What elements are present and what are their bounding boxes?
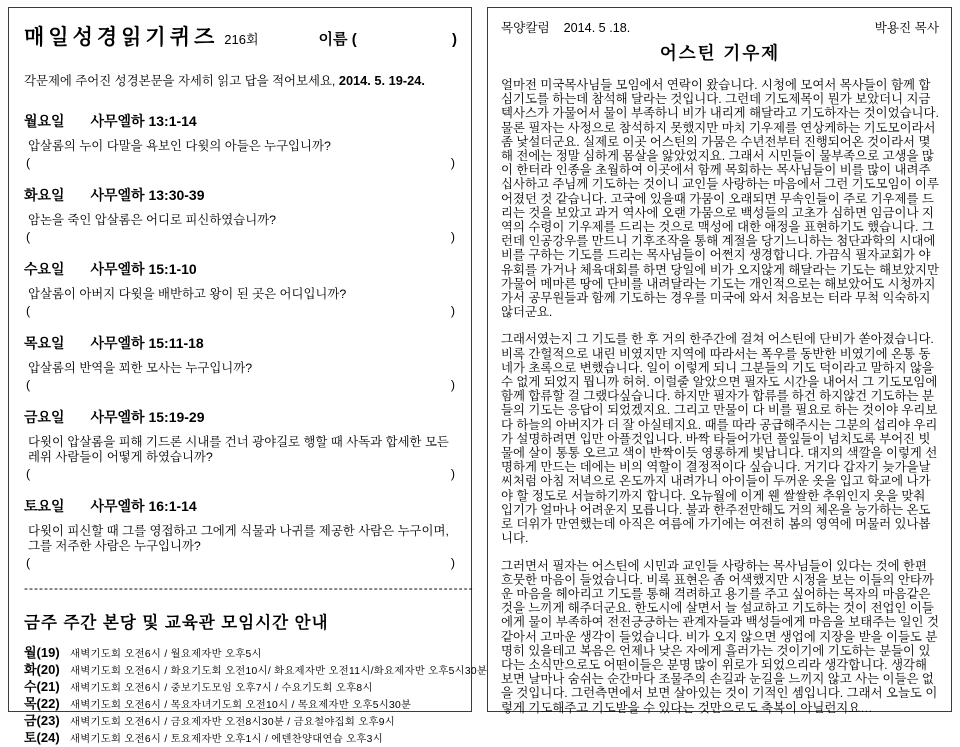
answer-blank	[24, 467, 457, 482]
schedule-day: 금(23)	[24, 713, 60, 728]
quiz-question: 압살롬의 누이 다말을 욕보인 다윗의 아들은 누구입니까?	[28, 139, 331, 153]
column-body	[501, 78, 939, 715]
quiz-issue-number: 216회	[224, 32, 259, 47]
quiz-item-wednesday	[24, 261, 457, 319]
answer-blank	[24, 156, 457, 171]
name-field-close-paren: )	[452, 31, 457, 48]
quiz-day: 월요일	[24, 113, 65, 129]
column-title: 어스틴 기우제	[659, 43, 781, 63]
column-paragraph-2: 그래서였는지 그 기도를 한 후 거의 한주간에 걸쳐 어스틴에 단비가 쏟아졌습니다. 비록 간헐적으로 내린 비였지만 지역에 따라서는 폭우를 동반한 비였기에 온통 동네가 초록으로 변했습니다. 일이 이렇게 되니 그분들의 기도 덕이라고 말하지 않을 수 없게 되었지 뭡니까 허허. 이럴줄 알았으면 필자도 시간을 내어서 그 기도모임에 함께 합류할 걸 그랬다싶습니다. 하지만 필자가 합류를 하건 하지않건 기도하는 분들의 기도는 응답이 되었겠지요. 그리고 만물이 다 비를 필요로 하는 것이야 우리보다 하늘의 아버지가 더 잘 아실테지요. 때를 따라 공급해주시는 그분의 섭리야 우리가 설명하려면 입만 아플것입니다. 바짝 타들어가던 풀잎들이 넘치도록 부어진 빗물에 살이 통통 오르고 색이 반짝이듯 영롱하게 빛납니다. 대지의 색깔을 이렇게 선명하게 만드는 데에는 비의 역할이 결정적이다 싶습니다. 거기다 갑자기 늦가을날씨처럼 아침 저녁으로 온도까지 내려가니 아이들이 두꺼운 옷을 입고 학교에 나가야 할 정도로 서늘하기까지 합니다. 오뉴월에 이게 웬 쌀쌀한 추위인지 옷을 맞춰 입기가 얼마나 어려운지 모릅니다. 불과 한주전만해도 거의 체온을 능가하는 온도로 더위가 만연했는데 아직은 여름에 가기에는 여전히 봄의 영역에 머물러 있나봅니다.	[501, 332, 938, 546]
schedule-title: 금주 주간 본당 및 교육관 모임시간 안내	[24, 614, 329, 632]
schedule-detail: 새벽기도회 오전6시 / 화요기도회 오전10시/ 화요제자반 오전11시/화요제자반 오후5시30분	[70, 666, 488, 677]
schedule-detail: 새벽기도회 오전6시 / 토요제자반 오후1시 / 에덴찬양대연습 오후3시	[70, 734, 383, 745]
quiz-day: 목요일	[24, 335, 65, 351]
quiz-passage: 사무엘하 15:19-29	[90, 409, 205, 425]
quiz-question: 다윗이 피신할 때 그를 영접하고 그에게 식물과 나귀를 제공한 사람은 누구이며, 그를 저주한 사람은 누구입니까?	[28, 524, 449, 553]
answer-close-paren: )	[450, 230, 455, 244]
column-paragraph-3: 그러면서 필자는 어스틴에 시민과 교인들 사랑하는 목사님들이 있다는 것에 한편 흐뭇한 마음이 들었습니다. 비록 표현은 좀 어색했지만 시정을 보는 이들의 안타까운 마음을 헤아리고 기도를 통해 격려하고 용기를 주고 싶어하는 목자의 마음같은 것을 느끼게 해주더군요. 한도시에 살면서 늘 설교하고 기도하는 것이 전업인 이들에게 물이 부족하여 전전긍긍하는 관계자들과 백성들에게 마음을 보태주는 일인 것 같아서 고마운 생각이 들었습니다. 비가 오지 않으면 생업에 지장을 받을 이들도 분명히 있을테고 복음은 언제나 낮은 자에게 흘러가는 것이기에 기도하는 분들이 있다는 소식만으로도 어떤이들은 분명 많이 위로가 되었으리라 생각합니다. 생각해 보면 날마나 숨쉬는 순간마다 조물주의 손길과 눈길을 느끼지 않고 사는 이들은 없을 것입니다. 그런측면에서 보면 살아있는 것이 기적인 셈입니다. 그래서 오늘도 이렇게 기도해주고 기도받을 수 있다는 것만으로도 축복이 아닐런지요…	[501, 558, 939, 715]
quiz-day: 토요일	[24, 498, 65, 514]
quiz-day: 수요일	[24, 261, 65, 277]
schedule-day: 화(20)	[24, 662, 60, 677]
quiz-passage: 사무엘하 15:11-18	[90, 335, 204, 351]
quiz-item-monday	[24, 113, 457, 171]
quiz-item-friday	[24, 409, 457, 482]
column-author: 박용진 목사	[874, 21, 939, 35]
quiz-passage: 사무엘하 15:1-10	[90, 261, 197, 277]
schedule-detail: 새벽기도회 오전6시 / 금요제자반 오전8시30분 / 금요철야집회 오후9시	[70, 717, 395, 728]
answer-open-paren: (	[26, 556, 31, 570]
schedule-row-thu	[24, 696, 457, 713]
schedule-row-sat	[24, 730, 457, 747]
schedule-row-mon	[24, 645, 457, 662]
schedule-row-tue	[24, 662, 488, 679]
answer-blank	[24, 556, 457, 571]
column-label: 목양칼럼	[501, 21, 550, 35]
answer-open-paren: (	[26, 230, 31, 244]
schedule-day: 수(21)	[24, 679, 60, 694]
dashed-divider: ------------------------------------------------------------------------------------------	[24, 581, 474, 595]
answer-open-paren: (	[26, 304, 31, 318]
instruction-text: 각문제에 주어진 성경본문을 자세히 읽고 답을 적어보세요,	[24, 74, 336, 88]
quiz-title: 매일성경읽기퀴즈	[24, 26, 219, 49]
schedule-day: 목(22)	[24, 696, 60, 711]
column-paragraph-1: 얼마전 미국목사님들 모임에서 연락이 왔습니다. 시청에 모여서 목사들이 함께 합심기도를 하는데 참석해 달라는 것입니다. 그런데 기도제목이 뭔가 보았더니 지금 텍사스가 가물어서 물이 부족하니 비가 내리게 해달라고 기도하자는 것이었습니다. 물론 필자는 사정으로 참석하지 못했지만 마치 기우제를 연상케하는 기도모이라서 좀 낯설더군요. 실제로 이곳 어스틴의 가뭄은 수년전부터 진행되어온 것이라서 몇해 전에는 정말 심하게 몸살을 앓았었지요. 그래서 시민들이 물부족으로 고생을 많이 한터라 인종을 초월하여 이곳에서 함께 목회하는 목사님들이 비를 많이 내려주십사하고 주님께 기도하는 것이니 교인들 사랑하는 마음에서 그런 기도모임이 이루어졌던 것 같습니다. 고국에 있을때 가뭄이 오래되면 무속인들이 주로 기우제를 드리는 것을 보았고 과거 역사에 오랜 가뭄으로 백성들의 고초가 심하면 임금이나 지역의 수령이 기우제를 드리는 것으로 맥성에 대한 애정을 표현하기도 했습니다. 그런데 인공강우를 만드니 기후조작을 통해 계절을 당기느니하는 첨단과학의 시대에 비를 구하는 기도를 드리는 목사님들이 어쩐지 생경합니다. 가끔식 필자교회가 야유회를 가거나 체육대회를 하면 당일에 비가 오지않게 해달라는 기도는 해보았지만 가물어 메마른 땅에 단비를 내려달라는 기도는 개인적으로는 해보았어도 시청까지 가서 공무원들과 함께 기도하는 경우를 미국에 와서 처음보는 터라 무척 익숙하지 않더군요.	[501, 78, 939, 320]
quiz-question: 압살롬의 반역을 꾀한 모사는 누구입니까?	[28, 361, 253, 375]
answer-close-paren: )	[450, 156, 455, 170]
quiz-day: 화요일	[24, 187, 65, 203]
weekly-schedule	[24, 645, 488, 747]
name-field-label: 이름 (	[318, 31, 357, 48]
schedule-row-fri	[24, 713, 457, 730]
quiz-header	[24, 21, 457, 51]
column-header	[501, 21, 939, 36]
quiz-passage: 사무엘하 16:1-14	[90, 498, 197, 514]
schedule-detail: 새벽기도회 오전6시 / 중보기도모임 오후7시 / 수요기도회 오후8시	[70, 683, 373, 694]
answer-blank	[24, 378, 457, 393]
answer-close-paren: )	[450, 556, 455, 570]
schedule-detail: 새벽기도회 오전6시 / 목요자녀기도회 오전10시 / 목요제자반 오후5시30분	[70, 700, 412, 711]
quiz-question: 다윗이 압살롬을 피해 기드론 시내를 건너 광야길로 행할 때 사독과 합세한 모든 레위 사람들이 어떻게 하였습니까?	[28, 435, 449, 464]
column-date: 2014. 5 .18.	[563, 21, 631, 35]
column-page	[487, 7, 952, 715]
quiz-passage: 사무엘하 13:30-39	[90, 187, 205, 203]
schedule-day: 토(24)	[24, 730, 60, 745]
answer-close-paren: )	[450, 304, 455, 318]
quiz-page	[8, 7, 488, 745]
quiz-passage: 사무엘하 13:1-14	[90, 113, 197, 129]
answer-open-paren: (	[26, 156, 31, 170]
answer-close-paren: )	[450, 467, 455, 481]
quiz-day: 금요일	[24, 409, 65, 425]
answer-blank	[24, 304, 457, 319]
quiz-date-range: 2014. 5. 19-24.	[338, 73, 425, 88]
quiz-item-thursday	[24, 335, 457, 393]
quiz-item-tuesday	[24, 187, 457, 245]
answer-open-paren: (	[26, 378, 31, 392]
schedule-day: 월(19)	[24, 645, 60, 660]
quiz-question: 암논을 죽인 압살롬은 어디로 피신하였습니까?	[28, 213, 277, 227]
answer-blank	[24, 230, 457, 245]
quiz-instruction	[24, 71, 457, 89]
schedule-detail: 새벽기도회 오전6시 / 월요제자반 오후5시	[70, 649, 262, 660]
quiz-item-saturday	[24, 498, 457, 571]
quiz-question: 압살롬이 아버지 다윗을 배반하고 왕이 된 곳은 어디입니까?	[28, 287, 347, 301]
answer-open-paren: (	[26, 467, 31, 481]
schedule-row-wed	[24, 679, 457, 696]
answer-close-paren: )	[450, 378, 455, 392]
